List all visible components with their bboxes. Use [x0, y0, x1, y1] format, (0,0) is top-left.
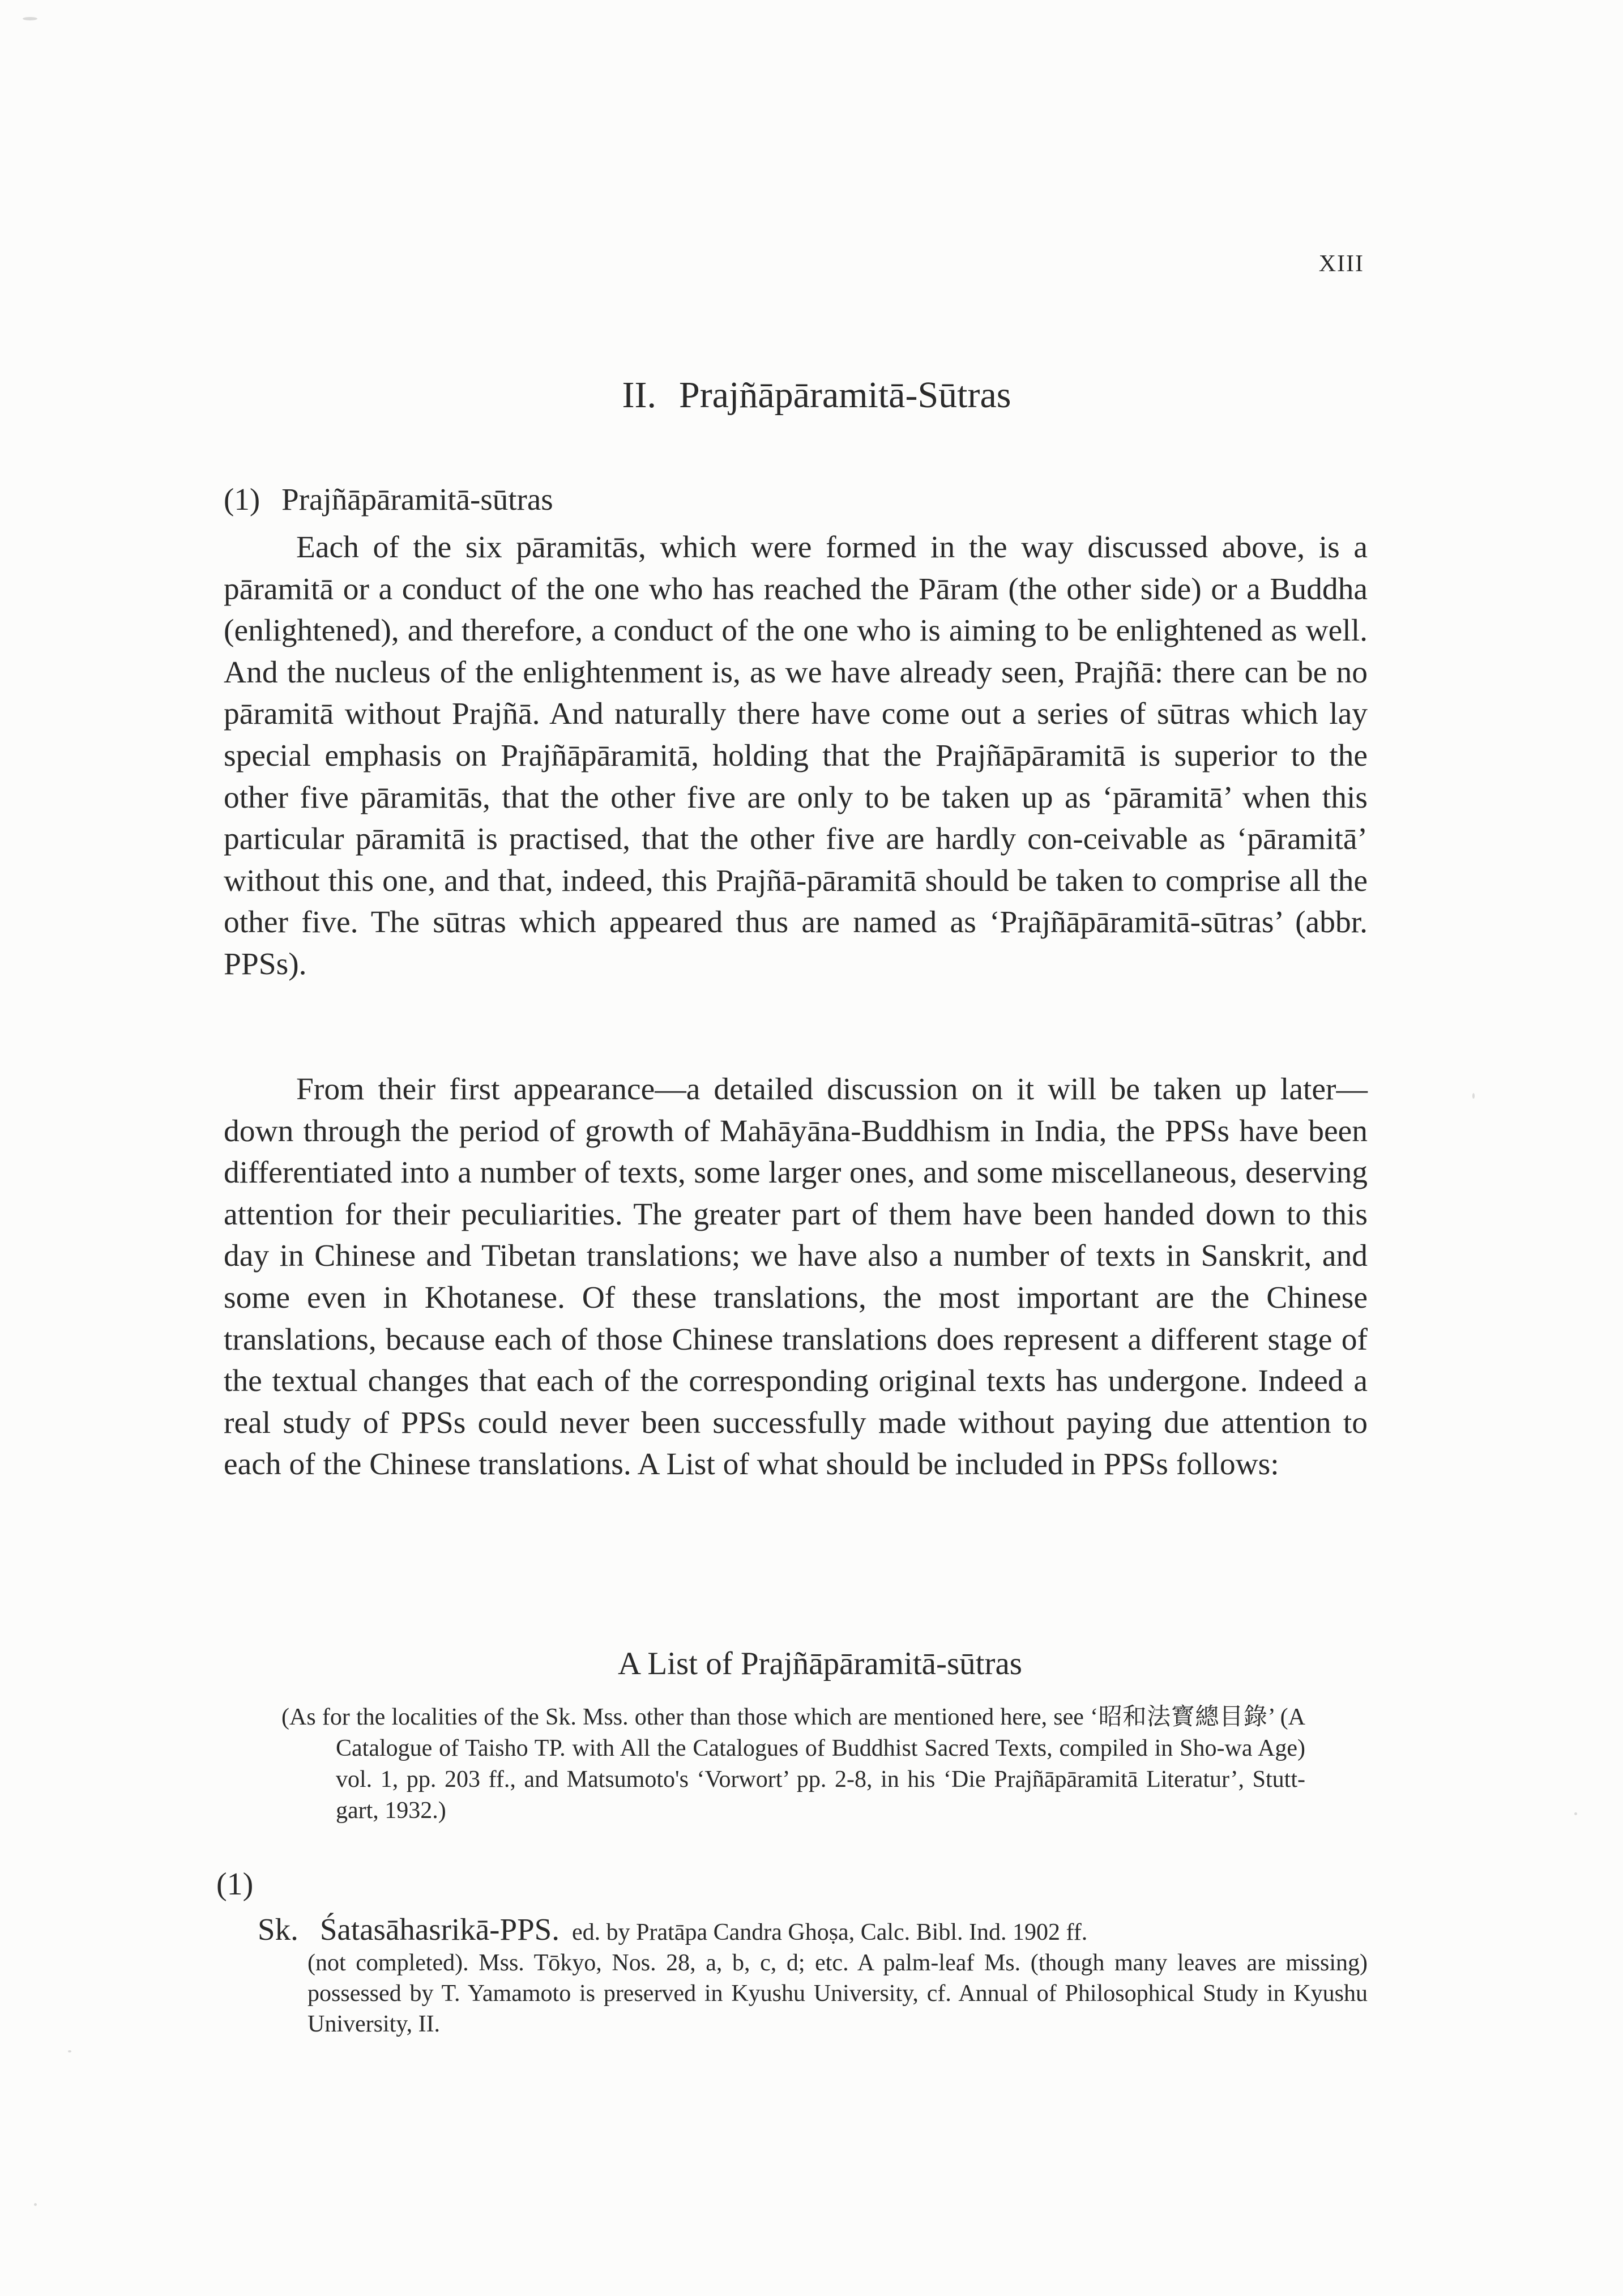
paragraph-text: Each of the six pāramitās, which were formed in the way discussed above, is a pāramitā or a conduct of the one who has reached the Pāram (the other side) or a Buddha (enlightened), and therefore, a conduct of the one who is aiming to be enlightened as well. And the nucleus of the enlightenment is, as we have already seen, Prajñā: there can be no pāramitā without Prajñā. And naturally there have come out a series of sūtras which lay special emphasis on Prajñāpāramitā, holding that the Prajñāpāramitā is superior to the other five pāramitās, that the other five are only to be taken up as ‘pāramitā’ when this particular pāramitā is practised, that the other five are hardly con-ceivable as ‘pāramitā’ without this one, and that, indeed, this Prajñā-pāramitā should be taken to comprise all the other five. The sūtras which appeared thus are named as ‘Prajñāpāramitā-sūtras’ (abbr. PPSs). — [224, 530, 1368, 981]
section-title: Prajñāpāramitā-sūtras — [281, 482, 553, 517]
section-number: (1) — [224, 482, 260, 517]
body-paragraph-1 — [224, 527, 1368, 985]
scan-speck — [1472, 1093, 1475, 1099]
list-entry — [258, 1911, 1368, 2039]
list-title: A List of Prajñāpāramitā-sūtras — [618, 1646, 1022, 1682]
scan-speck — [34, 2203, 37, 2206]
entry-number: (1) — [216, 1867, 254, 1902]
chapter-number: II. — [622, 374, 656, 416]
page-number: XIII — [1318, 251, 1364, 277]
list-note-text: (As for the localities of the Sk. Mss. other than those which are mentioned here, see ‘昭和法寳總目錄’ (A Catalogue of Taisho TP. with All the Catalogues of Buddhist Sacred Texts, compiled in Sho-wa Age) vol. 1, pp. 203 ff., and Matsumoto's ‘Vorwort’ pp. 2-8, in his ‘Die Prajñāpāramitā Literatur’, Stutt-gart, 1932.) — [281, 1704, 1305, 1824]
chapter-title-text: Prajñāpāramitā-Sūtras — [679, 374, 1011, 416]
list-note — [281, 1702, 1305, 1826]
chapter-title — [0, 374, 1623, 417]
entry-description-rest: (not completed). Mss. Tōkyo, Nos. 28, a, b, c, d; etc. A palm-leaf Ms. (though many leaves are missing) possessed by T. Yamamoto is preserved in Kyushu University, cf. Annual of Philosophical Study in Kyushu University, II. — [307, 1950, 1368, 2037]
scan-speck — [68, 2050, 71, 2052]
entry-title: Śatasāhasrikā-PPS. — [319, 1912, 560, 1947]
entry-description-first: ed. by Pratāpa Candra Ghoṣa, Calc. Bibl. Ind. 1902 ff. — [572, 1919, 1088, 1945]
body-paragraph-2 — [224, 1069, 1368, 1486]
entry-language: Sk. — [258, 1912, 298, 1947]
paragraph-text: From their first appearance—a detailed discussion on it will be taken up later—down through the period of growth of Mahāyāna-Buddhism in India, the PPSs have been differentiated into a number of texts, some larger ones, and some miscellaneous, deserving attention for their peculiarities. The greater part of them have been handed down to this day in Chinese and Tibetan translations; we have also a number of texts in Sanskrit, and some even in Khotanese. Of these translations, the most important are the Chinese translations, because each of those Chinese translations does represent a different stage of the textual changes that each of the corresponding original texts has undergone. Indeed a real study of PPSs could never been successfully made without paying due attention to each of the Chinese translations. A List of what should be included in PPSs follows: — [224, 1072, 1368, 1482]
scan-speck — [23, 17, 37, 20]
scan-speck — [1574, 1812, 1577, 1815]
section-heading — [224, 481, 553, 517]
